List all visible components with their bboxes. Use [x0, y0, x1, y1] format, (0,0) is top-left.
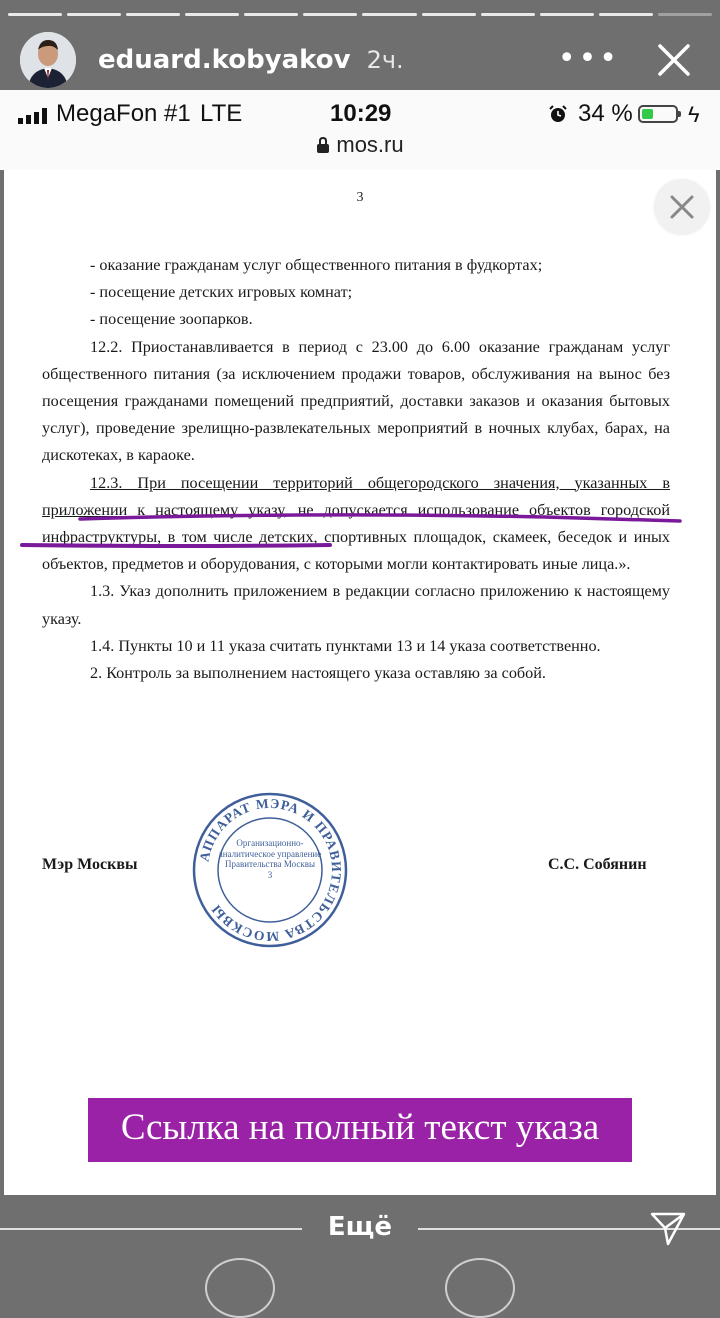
story-time: 2ч. — [366, 46, 404, 74]
see-more-button[interactable]: Ещё — [327, 1212, 393, 1242]
url-text: mos.ru — [336, 132, 404, 157]
chevron-up-icon[interactable] — [338, 1166, 382, 1182]
link-sticker[interactable]: Ссылка на полный текст указа — [88, 1098, 632, 1162]
story-username[interactable]: eduard.kobyakov — [98, 45, 351, 75]
send-icon[interactable] — [648, 1208, 688, 1248]
document-line: - оказание гражданам услуг общественного питания в фудкортах; — [90, 256, 543, 274]
reaction-button[interactable] — [205, 1258, 275, 1318]
reaction-button[interactable] — [445, 1258, 515, 1318]
network-type: LTE — [200, 100, 243, 127]
stamp-number: 3 — [267, 869, 273, 880]
signature-title: Мэр Москвы — [42, 856, 138, 873]
paragraph-1-4: 1.4. Пункты 10 и 11 указа считать пунктами 13 и 14 указа соответственно. — [90, 636, 601, 655]
signature-name: С.С. Собянин — [548, 856, 647, 873]
battery-percent: 34 % — [578, 100, 633, 127]
paragraph-12-2: 12.2. Приостанавливается в период с 23.00 до 6.00 оказание гражданам услуг общественного питания (за исключением продажи товаров, обслуживания на вынос без посещения гражданами помещений предприятий, доставки заказов и оказания бытовых услуг), проведение зрелищно-развлекательных мероприятий в ночных клубах, барах, на дискотеках, в караоке. — [42, 337, 670, 465]
stamp-center-text — [218, 838, 322, 880]
document-line: - посещение детских игровых комнат; — [90, 283, 353, 302]
svg-text:АППАРАТ МЭРА И ПРАВИТЕЛЬСТВА М: АППАРАТ МЭРА И ПРАВИТЕЛЬСТВА МОСКВЫ — [196, 795, 345, 945]
more-options-icon[interactable]: ••• — [557, 41, 620, 76]
charging-icon: ϟ — [688, 102, 700, 127]
paragraph-2: 2. Контроль за выполнением настоящего указа оставляю за собой. — [90, 664, 546, 683]
paragraph-text: не допускается использование объектов городской инфраструктуры, в том числе детских, спортивных площадок, скамеек, беседок и иных объектов, предметов и оборудования, с которыми могли контактировать иные лица.». — [42, 500, 670, 574]
paragraph-1-3: 1.3. Указ дополнить приложением в редакции согласно приложению к настоящему указу. — [42, 582, 670, 628]
document-line: - посещение зоопарков. — [90, 310, 253, 329]
page-number: 3 — [356, 190, 364, 205]
underlined-text: 12.3. При посещении территорий общегородского значения, указанных в приложении к настоящему указу, — [42, 473, 670, 519]
phone-clock: 10:29 — [330, 100, 392, 127]
stamp-organization: Организационно-аналитическое управление Правительства Москвы — [218, 838, 322, 869]
carrier-name: MegaFon #1 — [56, 100, 191, 127]
